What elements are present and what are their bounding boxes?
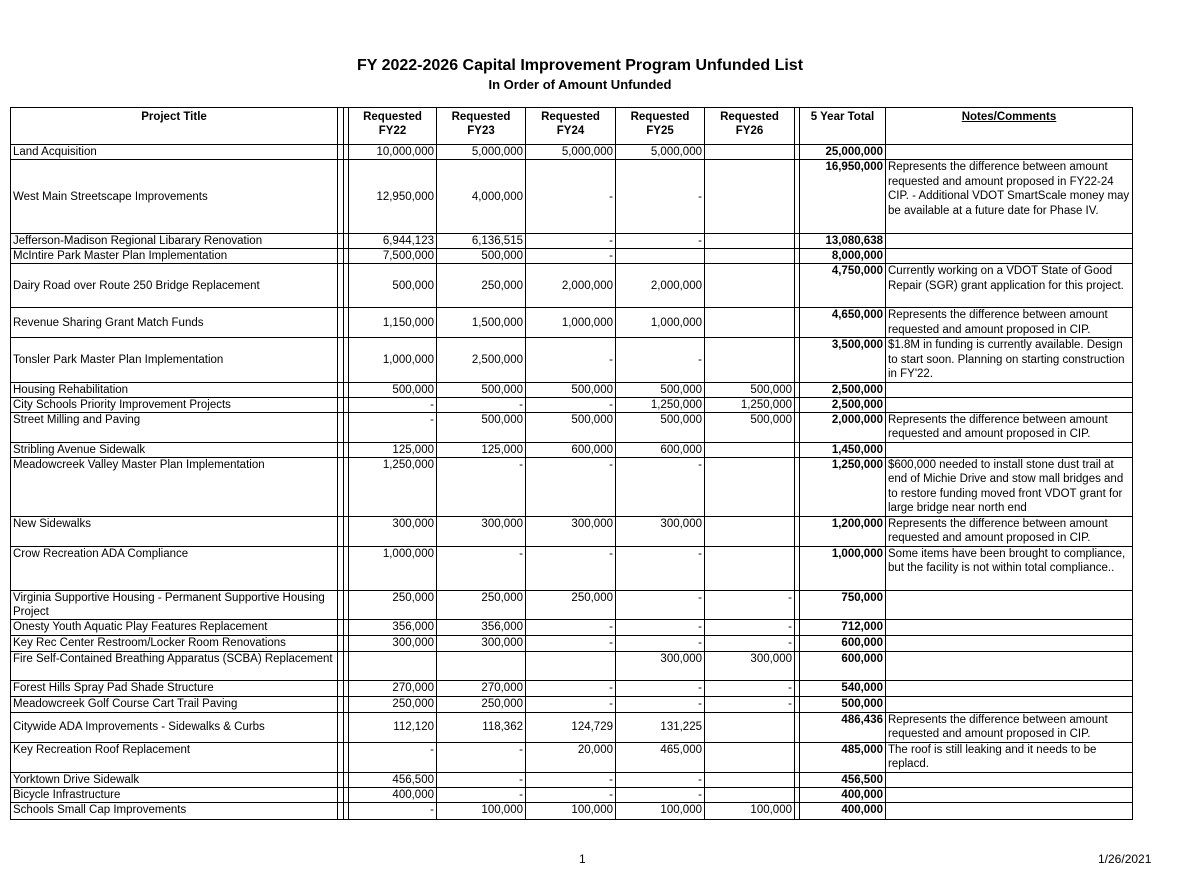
page-title: FY 2022-2026 Capital Improvement Program Unfunded List (356, 57, 804, 74)
project-title-cell: Crow Recreation ADA Compliance (11, 546, 338, 590)
header-fy22: Requested FY22 (349, 108, 437, 145)
fy26-cell (705, 516, 795, 546)
fy23-cell: - (437, 772, 526, 787)
fy26-cell (705, 308, 795, 338)
total-cell: 500,000 (800, 696, 886, 712)
fy24-cell: - (526, 249, 616, 264)
fy23-cell: - (437, 457, 526, 516)
notes-cell: Represents the difference between amount requested and amount proposed in FY22-24 CIP. - Additional VDOT SmartScale money may be available at a future date for Phase IV. (886, 160, 1133, 234)
fy26-cell (705, 787, 795, 802)
notes-cell: Represents the difference between amount requested and amount proposed in CIP. (886, 516, 1133, 546)
fy22-cell: 456,500 (349, 772, 437, 787)
table-row (11, 160, 1133, 234)
fy26-cell: 300,000 (705, 651, 795, 680)
notes-cell: Represents the difference between amount requested and amount proposed in CIP. (886, 308, 1133, 338)
total-cell: 1,000,000 (800, 546, 886, 590)
fy26-cell: 100,000 (705, 802, 795, 819)
fy25-cell: 5,000,000 (616, 145, 705, 160)
project-title-cell: Onesty Youth Aquatic Play Features Replacement (11, 619, 338, 635)
notes-cell (886, 651, 1133, 680)
project-title-cell: Virginia Supportive Housing - Permanent Supportive Housing Project (11, 590, 338, 619)
project-title-cell: Housing Rehabilitation (11, 382, 338, 397)
table-row (11, 712, 1133, 742)
total-cell: 1,250,000 (800, 457, 886, 516)
project-title-cell: Tonsler Park Master Plan Implementation (11, 338, 338, 383)
total-cell: 3,500,000 (800, 338, 886, 383)
fy22-cell: 356,000 (349, 619, 437, 635)
fy25-cell: 465,000 (616, 742, 705, 772)
fy25-cell: 2,000,000 (616, 264, 705, 308)
fy23-cell: 356,000 (437, 619, 526, 635)
project-title-cell: Key Rec Center Restroom/Locker Room Renovations (11, 635, 338, 651)
fy22-cell: 6,944,123 (349, 234, 437, 249)
fy25-cell: 600,000 (616, 442, 705, 457)
table-row (11, 772, 1133, 787)
table-row (11, 382, 1133, 397)
fy25-cell: - (616, 160, 705, 234)
table-row (11, 264, 1133, 308)
table-row (11, 651, 1133, 680)
total-cell: 456,500 (800, 772, 886, 787)
table-row (11, 145, 1133, 160)
fy24-cell: - (526, 338, 616, 383)
header-notes (886, 108, 1133, 145)
table-row (11, 696, 1133, 712)
fy24-cell: 600,000 (526, 442, 616, 457)
fy24-cell: - (526, 457, 616, 516)
table-row (11, 635, 1133, 651)
notes-cell (886, 590, 1133, 619)
notes-cell: Currently working on a VDOT State of Good Repair (SGR) grant application for this project. (886, 264, 1133, 308)
fy22-cell: 300,000 (349, 635, 437, 651)
fy22-cell (349, 651, 437, 680)
fy24-cell: - (526, 619, 616, 635)
fy26-cell: 1,250,000 (705, 397, 795, 412)
fy23-cell: 5,000,000 (437, 145, 526, 160)
fy24-cell: - (526, 696, 616, 712)
fy25-cell: - (616, 457, 705, 516)
fy22-cell: - (349, 802, 437, 819)
notes-cell (886, 145, 1133, 160)
fy23-cell: 125,000 (437, 442, 526, 457)
header-row (11, 108, 1133, 145)
fy22-cell: 1,000,000 (349, 546, 437, 590)
total-cell: 16,950,000 (800, 160, 886, 234)
project-title-cell: City Schools Priority Improvement Projects (11, 397, 338, 412)
fy25-cell: - (616, 635, 705, 651)
fy24-cell: 20,000 (526, 742, 616, 772)
fy26-cell: - (705, 680, 795, 696)
notes-cell (886, 696, 1133, 712)
table-row (11, 742, 1133, 772)
project-title-cell: Citywide ADA Improvements - Sidewalks & Curbs (11, 712, 338, 742)
total-cell: 600,000 (800, 651, 886, 680)
table-row (11, 787, 1133, 802)
table-row (11, 619, 1133, 635)
fy22-cell: 112,120 (349, 712, 437, 742)
fy25-cell: 1,250,000 (616, 397, 705, 412)
total-cell: 486,436 (800, 712, 886, 742)
fy25-cell: - (616, 546, 705, 590)
notes-cell: $1.8M in funding is currently available. Design to start soon. Planning on starting construction in FY'22. (886, 338, 1133, 383)
table-row (11, 249, 1133, 264)
table-row (11, 338, 1133, 383)
project-title-cell: West Main Streetscape Improvements (11, 160, 338, 234)
notes-cell: The roof is still leaking and it needs to be replacd. (886, 742, 1133, 772)
fy26-cell (705, 442, 795, 457)
fy25-cell: - (616, 680, 705, 696)
table-row (11, 308, 1133, 338)
fy23-cell: 250,000 (437, 590, 526, 619)
page-subtitle: In Order of Amount Unfunded (488, 77, 672, 92)
notes-cell: Represents the difference between amount requested and amount proposed in CIP. (886, 412, 1133, 442)
fy22-cell: 1,000,000 (349, 338, 437, 383)
total-cell: 1,450,000 (800, 442, 886, 457)
fy23-cell: - (437, 397, 526, 412)
fy26-cell (705, 546, 795, 590)
total-cell: 540,000 (800, 680, 886, 696)
notes-cell (886, 802, 1133, 819)
fy24-cell: - (526, 546, 616, 590)
notes-cell: $600,000 needed to install stone dust trail at end of Michie Drive and stow mall bridges and to restore funding moved front VDOT grant for large bridge near north end (886, 457, 1133, 516)
total-cell: 2,500,000 (800, 397, 886, 412)
project-title-cell: New Sidewalks (11, 516, 338, 546)
fy22-cell: 1,250,000 (349, 457, 437, 516)
fy26-cell (705, 772, 795, 787)
fy22-cell: 300,000 (349, 516, 437, 546)
total-cell: 600,000 (800, 635, 886, 651)
fy22-cell: 10,000,000 (349, 145, 437, 160)
fy22-cell: - (349, 412, 437, 442)
fy22-cell: 500,000 (349, 382, 437, 397)
fy24-cell: - (526, 234, 616, 249)
total-cell: 8,000,000 (800, 249, 886, 264)
total-cell: 4,650,000 (800, 308, 886, 338)
footer-date: 1/26/2021 (1098, 852, 1152, 866)
fy22-cell: 125,000 (349, 442, 437, 457)
fy24-cell: 2,000,000 (526, 264, 616, 308)
fy23-cell: 1,500,000 (437, 308, 526, 338)
notes-cell (886, 382, 1133, 397)
fy24-cell (526, 651, 616, 680)
fy24-cell: - (526, 635, 616, 651)
fy23-cell: - (437, 742, 526, 772)
fy22-cell: 7,500,000 (349, 249, 437, 264)
fy26-cell: - (705, 696, 795, 712)
fy24-cell: 1,000,000 (526, 308, 616, 338)
fy22-cell: 400,000 (349, 787, 437, 802)
project-title-cell: Yorktown Drive Sidewalk (11, 772, 338, 787)
notes-cell (886, 680, 1133, 696)
fy25-cell: 500,000 (616, 382, 705, 397)
header-notes-label: Notes/Comments (961, 111, 1057, 123)
fy26-cell (705, 145, 795, 160)
fy24-cell: - (526, 772, 616, 787)
project-title-cell: Meadowcreek Valley Master Plan Implementation (11, 457, 338, 516)
fy24-cell: - (526, 397, 616, 412)
table-row (11, 397, 1133, 412)
table-row (11, 412, 1133, 442)
fy24-cell: - (526, 680, 616, 696)
fy23-cell: 2,500,000 (437, 338, 526, 383)
header-project-title: Project Title (11, 108, 338, 145)
fy24-cell: 500,000 (526, 412, 616, 442)
total-cell: 13,080,638 (800, 234, 886, 249)
fy25-cell: - (616, 234, 705, 249)
fy22-cell: 250,000 (349, 590, 437, 619)
total-cell: 4,750,000 (800, 264, 886, 308)
fy24-cell: 300,000 (526, 516, 616, 546)
project-title-cell: Forest Hills Spray Pad Shade Structure (11, 680, 338, 696)
fy23-cell: 4,000,000 (437, 160, 526, 234)
total-cell: 2,500,000 (800, 382, 886, 397)
fy25-cell: 300,000 (616, 651, 705, 680)
fy26-cell (705, 264, 795, 308)
header-fy23: Requested FY23 (437, 108, 526, 145)
fy25-cell: - (616, 619, 705, 635)
notes-cell (886, 635, 1133, 651)
fy23-cell: - (437, 787, 526, 802)
fy25-cell: 100,000 (616, 802, 705, 819)
project-title-cell: Street Milling and Paving (11, 412, 338, 442)
fy26-cell: - (705, 590, 795, 619)
fy23-cell: 118,362 (437, 712, 526, 742)
notes-cell (886, 249, 1133, 264)
notes-cell (886, 442, 1133, 457)
project-title-cell: Fire Self-Contained Breathing Apparatus (SCBA) Replacement (11, 651, 338, 680)
fy26-cell: - (705, 619, 795, 635)
fy26-cell (705, 712, 795, 742)
fy25-cell: 131,225 (616, 712, 705, 742)
fy26-cell (705, 742, 795, 772)
fy25-cell: - (616, 772, 705, 787)
notes-cell (886, 234, 1133, 249)
table-row (11, 546, 1133, 590)
header-5-year-total: 5 Year Total (800, 108, 886, 145)
total-cell: 25,000,000 (800, 145, 886, 160)
project-title-cell: Key Recreation Roof Replacement (11, 742, 338, 772)
fy23-cell: 500,000 (437, 412, 526, 442)
project-title-cell: Jefferson-Madison Regional Libarary Renovation (11, 234, 338, 249)
fy25-cell: 1,000,000 (616, 308, 705, 338)
fy23-cell: 250,000 (437, 264, 526, 308)
table-row (11, 457, 1133, 516)
fy25-cell: - (616, 590, 705, 619)
fy22-cell: 250,000 (349, 696, 437, 712)
total-cell: 1,200,000 (800, 516, 886, 546)
fy22-cell: 500,000 (349, 264, 437, 308)
notes-cell (886, 787, 1133, 802)
fy22-cell: - (349, 397, 437, 412)
fy26-cell (705, 160, 795, 234)
fy22-cell: - (349, 742, 437, 772)
table-row (11, 680, 1133, 696)
table-row (11, 516, 1133, 546)
fy23-cell (437, 651, 526, 680)
fy25-cell: 500,000 (616, 412, 705, 442)
total-cell: 485,000 (800, 742, 886, 772)
total-cell: 750,000 (800, 590, 886, 619)
unfunded-list-table (10, 107, 1133, 820)
fy25-cell: - (616, 338, 705, 383)
total-cell: 400,000 (800, 787, 886, 802)
page-number: 1 (579, 852, 586, 866)
fy23-cell: 300,000 (437, 635, 526, 651)
notes-cell: Some items have been brought to compliance, but the facility is not within total compliance.. (886, 546, 1133, 590)
project-title-cell: Bicycle Infrastructure (11, 787, 338, 802)
fy24-cell: 500,000 (526, 382, 616, 397)
notes-cell (886, 397, 1133, 412)
fy23-cell: 500,000 (437, 382, 526, 397)
project-title-cell: Land Acquisition (11, 145, 338, 160)
fy25-cell: - (616, 787, 705, 802)
fy23-cell: 100,000 (437, 802, 526, 819)
fy24-cell: - (526, 160, 616, 234)
total-cell: 712,000 (800, 619, 886, 635)
table-row (11, 234, 1133, 249)
fy25-cell: 300,000 (616, 516, 705, 546)
table-row (11, 590, 1133, 619)
fy26-cell: 500,000 (705, 382, 795, 397)
fy23-cell: 270,000 (437, 680, 526, 696)
notes-cell (886, 772, 1133, 787)
fy24-cell: 100,000 (526, 802, 616, 819)
fy25-cell (616, 249, 705, 264)
fy24-cell: - (526, 787, 616, 802)
notes-cell: Represents the difference between amount requested and amount proposed in CIP. (886, 712, 1133, 742)
project-title-cell: Revenue Sharing Grant Match Funds (11, 308, 338, 338)
fy23-cell: 300,000 (437, 516, 526, 546)
total-cell: 2,000,000 (800, 412, 886, 442)
fy24-cell: 250,000 (526, 590, 616, 619)
fy22-cell: 1,150,000 (349, 308, 437, 338)
fy22-cell: 12,950,000 (349, 160, 437, 234)
fy26-cell (705, 457, 795, 516)
project-title-cell: Dairy Road over Route 250 Bridge Replacement (11, 264, 338, 308)
fy26-cell: 500,000 (705, 412, 795, 442)
fy23-cell: - (437, 546, 526, 590)
fy25-cell: - (616, 696, 705, 712)
fy26-cell (705, 338, 795, 383)
project-title-cell: McIntire Park Master Plan Implementation (11, 249, 338, 264)
fy23-cell: 500,000 (437, 249, 526, 264)
project-title-cell: Stribling Avenue Sidewalk (11, 442, 338, 457)
project-title-cell: Schools Small Cap Improvements (11, 802, 338, 819)
notes-cell (886, 619, 1133, 635)
fy23-cell: 250,000 (437, 696, 526, 712)
header-fy26: Requested FY26 (705, 108, 795, 145)
fy26-cell: - (705, 635, 795, 651)
table-row (11, 442, 1133, 457)
fy22-cell: 270,000 (349, 680, 437, 696)
fy26-cell (705, 249, 795, 264)
fy24-cell: 5,000,000 (526, 145, 616, 160)
fy26-cell (705, 234, 795, 249)
fy23-cell: 6,136,515 (437, 234, 526, 249)
header-fy25: Requested FY25 (616, 108, 705, 145)
project-title-cell: Meadowcreek Golf Course Cart Trail Paving (11, 696, 338, 712)
table-row (11, 802, 1133, 819)
fy24-cell: 124,729 (526, 712, 616, 742)
total-cell: 400,000 (800, 802, 886, 819)
header-fy24: Requested FY24 (526, 108, 616, 145)
